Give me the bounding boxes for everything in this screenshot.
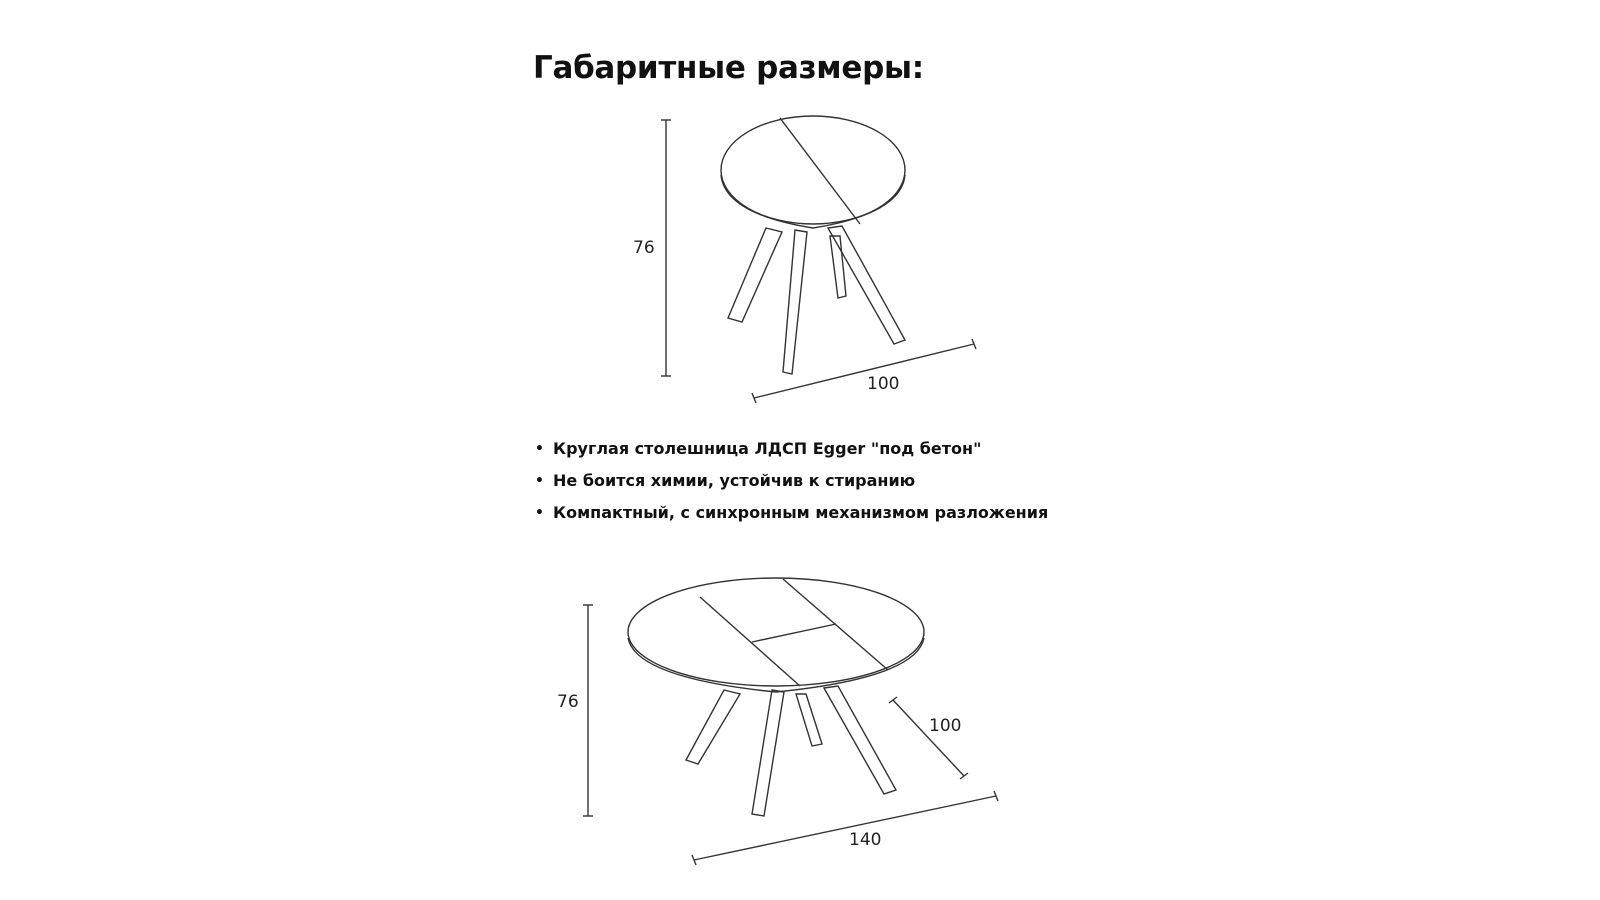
list-item: • Не боится химии, устойчив к стиранию: [535, 465, 1048, 497]
bullet-icon: •: [535, 473, 544, 489]
extended-table-depth-label: 100: [929, 716, 962, 736]
list-item: • Круглая столешница ЛДСП Egger "под бетон": [535, 433, 1048, 465]
extended-table-top: [628, 578, 924, 692]
bullet-icon: •: [535, 441, 544, 457]
extended-table-height-dimension-line: [583, 605, 593, 816]
extended-table-width-dimension-line: [692, 791, 998, 865]
list-item: • Компактный, с синхронным механизмом разложения: [535, 497, 1048, 529]
page-title: Габаритные размеры:: [533, 50, 924, 86]
round-table-width-label: 100: [867, 374, 900, 394]
extended-table-legs: [686, 686, 896, 816]
round-table-height-label: 76: [633, 238, 655, 258]
extended-table-depth-dimension-line: [889, 697, 968, 779]
extended-table-width-label: 140: [849, 830, 882, 850]
extended-table-height-label: 76: [557, 692, 579, 712]
bullet-icon: •: [535, 505, 544, 521]
